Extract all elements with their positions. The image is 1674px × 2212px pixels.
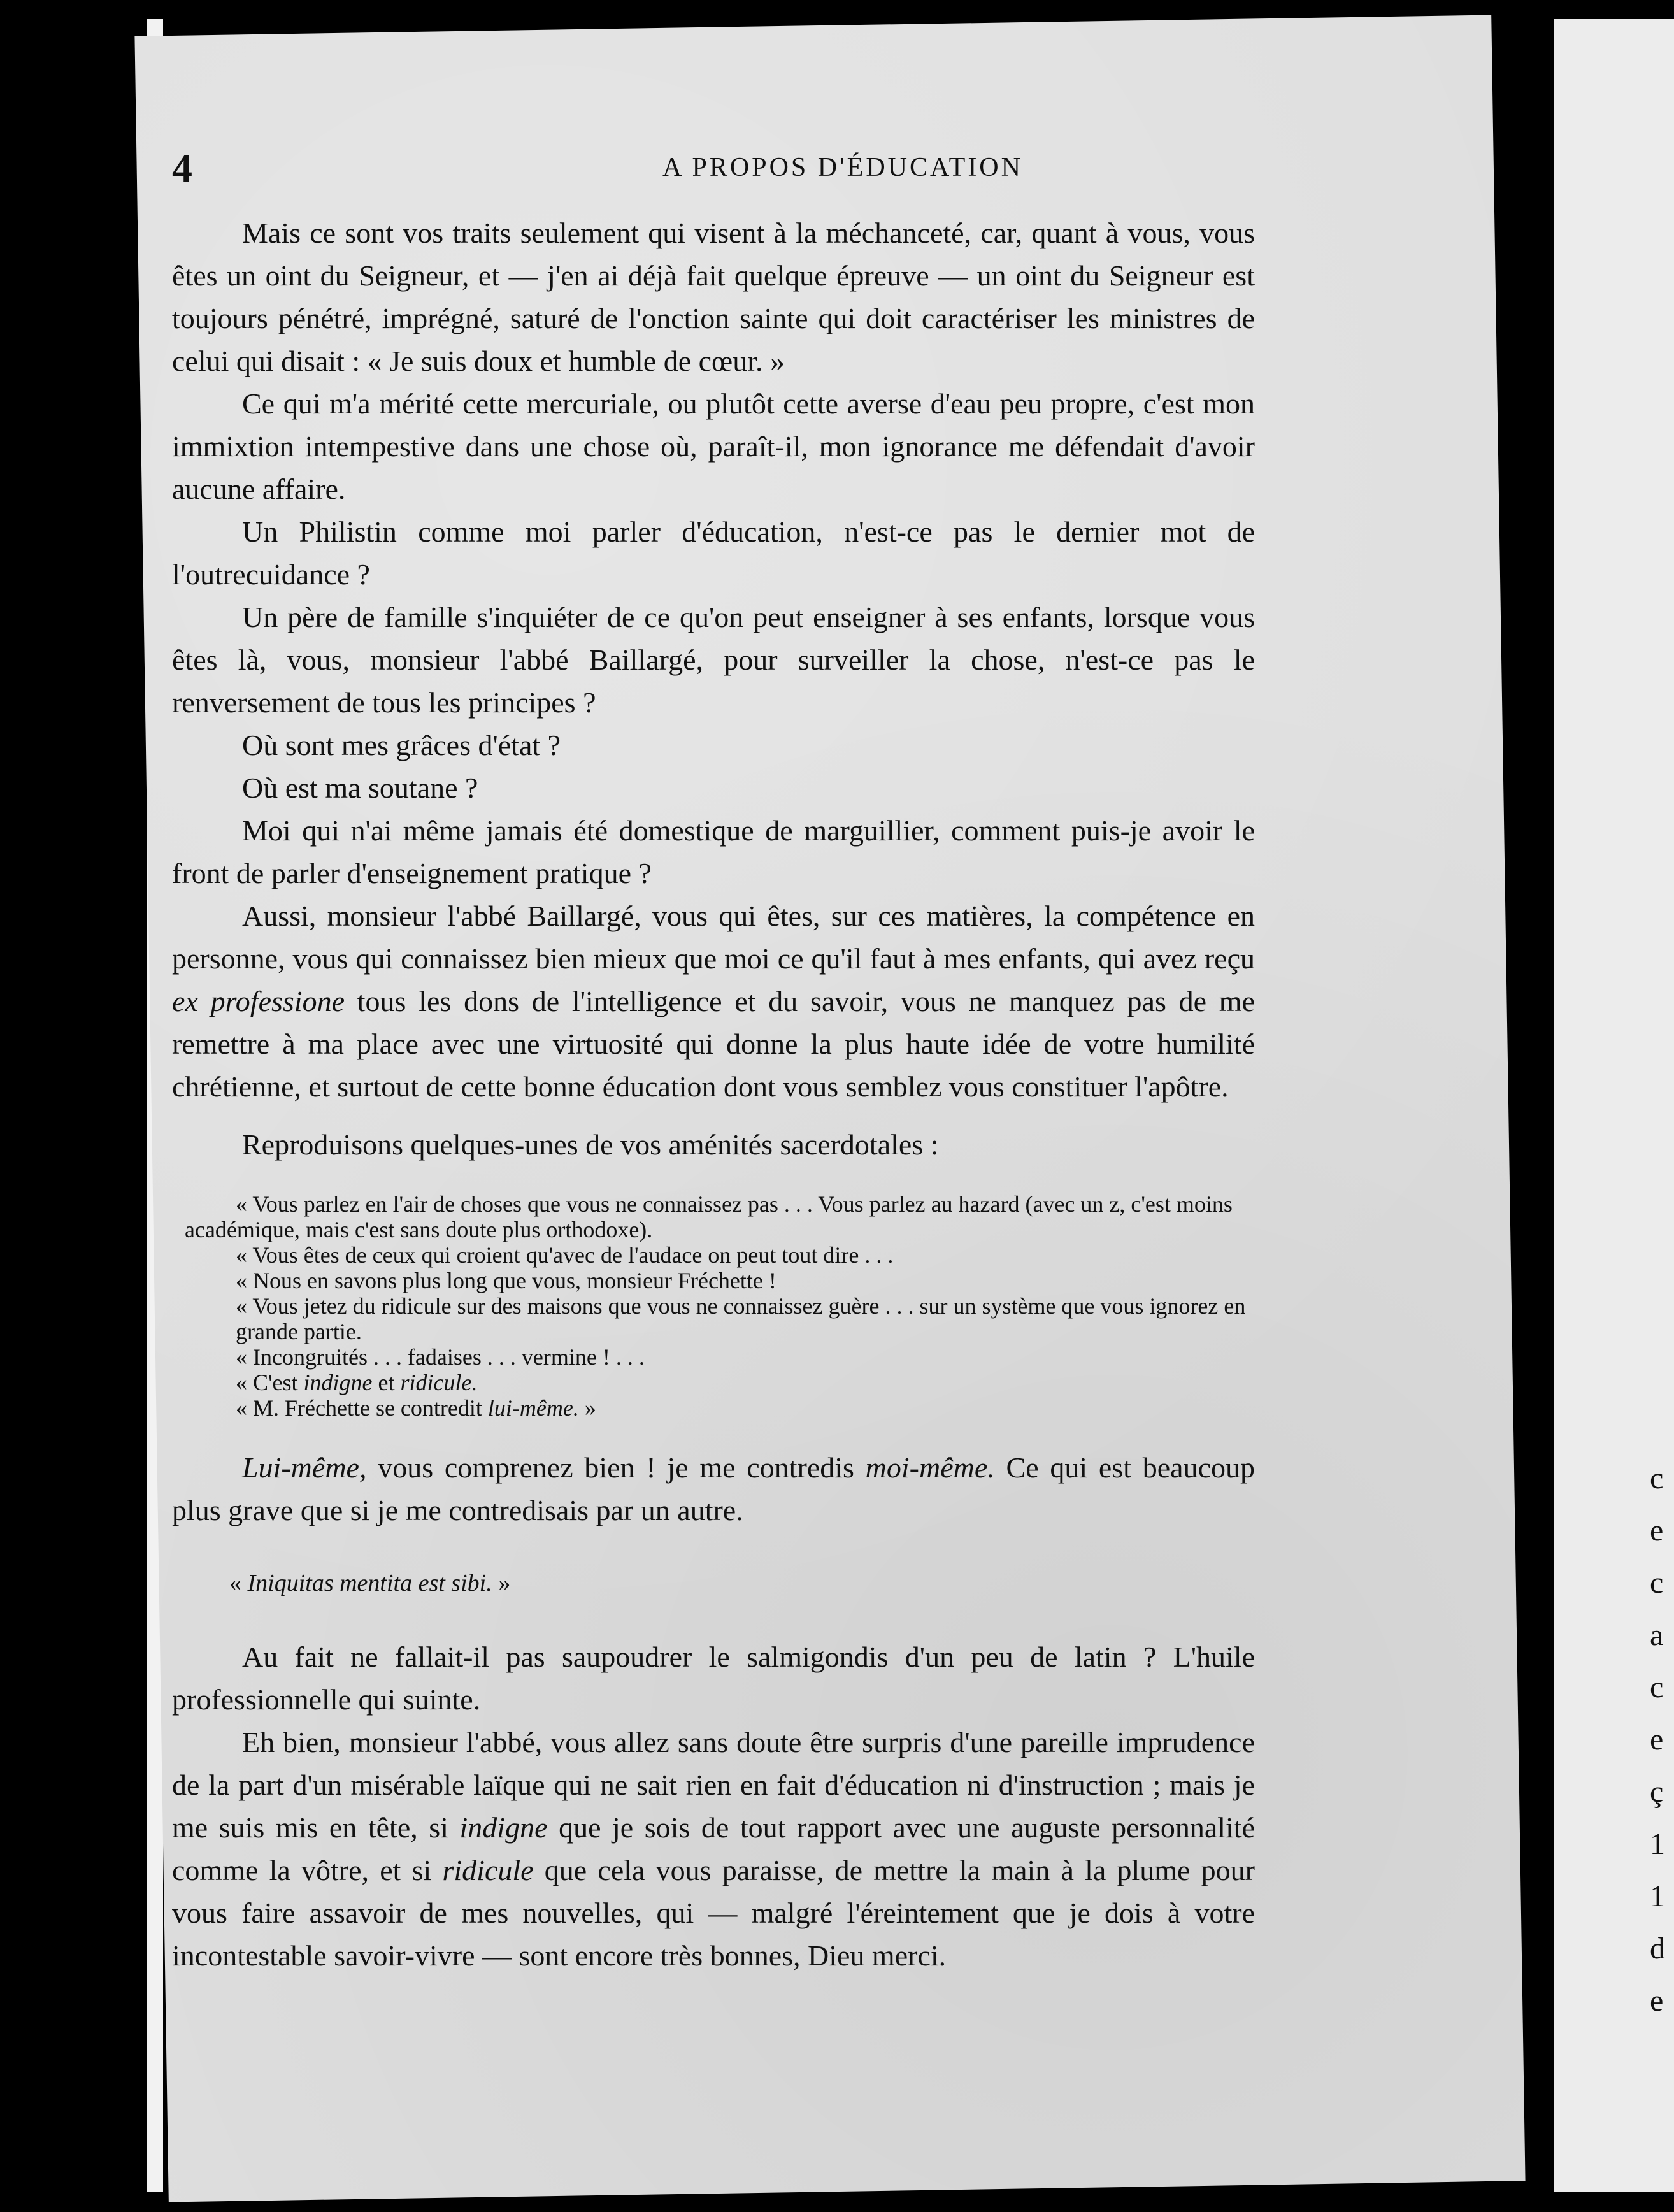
letter-fragment: d	[1650, 1932, 1665, 1965]
italic-phrase: ex professione	[172, 985, 345, 1017]
text-run: « M. Fréchette se contredit	[236, 1395, 488, 1421]
paragraph: Où sont mes grâces d'état ?	[242, 729, 561, 761]
text-run: que cela vous paraisse, de mettre la main à la plume pour vous faire assavoir de mes nouvelles, qui — malgré l'éreintement que je dois à votre incontestable savoir-vivre — sont encore très bonnes, Dieu merci.	[172, 1854, 1255, 1972]
paragraph: Un Philistin comme moi parler d'éducation, n'est-ce pas le dernier mot de l'outrecuidance ?	[172, 515, 1255, 591]
quote-mark: »	[492, 1570, 511, 1597]
italic-word: ridicule	[442, 1854, 534, 1886]
paragraph-intro-quotes: Reproduisons quelques-unes de vos aménités sacerdotales :	[242, 1128, 939, 1161]
italic-word: moi-même.	[865, 1451, 995, 1484]
text-run: Eh bien, monsieur l'abbé, vous allez sans doute être surpris d'une pareille imprudence de la part d'un misérable laïque qui ne sait rien en fait d'éducation ni d'instruction ; mais je me suis mis en tête, si	[172, 1726, 1255, 1844]
text-run: »	[578, 1395, 596, 1421]
quote-line: « Nous en savons plus long que vous, monsieur Fréchette !	[236, 1268, 776, 1293]
quote-line	[185, 1395, 1255, 1421]
next-page-letter-fragments	[1650, 1453, 1674, 2027]
quote-line: « Vous parlez en l'air de choses que vous ne connaissez pas . . . Vous parlez au hazard (avec un z, c'est moins académique, mais c'est sans doute plus orthodoxe).	[185, 1191, 1233, 1242]
letter-fragment: c	[1650, 1462, 1664, 1495]
letter-fragment: e	[1650, 1984, 1664, 2018]
paragraph: Ce qui m'a mérité cette mercuriale, ou plutôt cette averse d'eau peu propre, c'est mon immixtion intempestive dans une chose où, paraît-il, mon ignorance me défendait d'avoir aucune affaire.	[172, 387, 1255, 505]
paragraph-lui-meme	[172, 1446, 1255, 1532]
latin-quote	[172, 1562, 1255, 1605]
italic-word: indigne	[303, 1370, 373, 1395]
quote-line	[185, 1370, 1255, 1395]
italic-word: lui-même.	[487, 1395, 579, 1421]
quote-block	[172, 1191, 1255, 1421]
text-run: et	[372, 1370, 401, 1395]
text-run: Ce qui est beaucoup plus grave que si je me contredisais par un autre.	[172, 1451, 1255, 1526]
paragraph: Mais ce sont vos traits seulement qui visent à la méchanceté, car, quant à vous, vous êtes un oint du Seigneur, et — j'en ai déjà fait quelque épreuve — un oint du Seigneur est toujours pénétré, imprégné, saturé de l'onction sainte qui doit caractériser les ministres de celui qui disait : « Je suis doux et humble de cœur. »	[172, 217, 1255, 377]
page-header	[172, 147, 1255, 191]
letter-fragment: ç	[1650, 1775, 1664, 1809]
letter-fragment: c	[1650, 1566, 1664, 1600]
paragraph: Un père de famille s'inquiéter de ce qu'on peut enseigner à ses enfants, lorsque vous êtes là, vous, monsieur l'abbé Baillargé, pour surveiller la chose, n'est-ce pas le renversement de tous les principes ?	[172, 601, 1255, 719]
letter-fragment: e	[1650, 1514, 1664, 1548]
latin-text: Iniquitas mentita est sibi.	[247, 1570, 492, 1597]
letter-fragment: 1	[1650, 1827, 1665, 1861]
text-run: que je sois de tout rapport avec une auguste personnalité comme la vôtre, et si	[172, 1811, 1255, 1886]
paragraph: Moi qui n'ai même jamais été domestique de marguillier, comment puis-je avoir le front de parler d'enseignement pratique ?	[172, 814, 1255, 889]
letter-fragment: c	[1650, 1670, 1664, 1704]
text-run: Aussi, monsieur l'abbé Baillargé, vous qui êtes, sur ces matières, la compétence en personne, vous qui connaissez bien mieux que moi ce qu'il faut à mes enfants, qui avez reçu	[172, 900, 1255, 975]
quote-line: « Vous êtes de ceux qui croient qu'avec de l'audace on peut tout dire . . .	[236, 1242, 894, 1268]
paragraph: Où est ma soutane ?	[242, 772, 478, 804]
spacer	[172, 1108, 1255, 1123]
page-text	[172, 147, 1255, 1977]
running-head: A PROPOS D'ÉDUCATION	[662, 153, 1023, 182]
letter-fragment: a	[1650, 1618, 1664, 1652]
paragraph-salmigondis: Au fait ne fallait-il pas saupoudrer le salmigondis d'un peu de latin ? L'huile professionnelle qui suinte.	[172, 1641, 1255, 1716]
quote-mark: «	[229, 1570, 248, 1597]
page-number: 4	[172, 145, 192, 190]
text-run: vous comprenez bien ! je me contredis	[366, 1451, 866, 1484]
letter-fragment: e	[1650, 1723, 1664, 1756]
text-run: tous les dons de l'intelligence et du savoir, vous ne manquez pas de me remettre à ma place avec une virtuosité qui donne la plus haute idée de votre humilité chrétienne, et surtout de cette bonne éducation dont vous semblez vous constituer l'apôtre.	[172, 985, 1255, 1103]
italic-word: indigne	[459, 1811, 548, 1844]
italic-word: Lui-même,	[242, 1451, 367, 1484]
letter-fragment: 1	[1650, 1879, 1665, 1913]
paragraph-aussi	[172, 894, 1255, 1108]
quote-line: « Vous jetez du ridicule sur des maisons que vous ne connaissez guère . . . sur un système que vous ignorez en grande partie.	[236, 1293, 1246, 1344]
paragraph-final	[172, 1721, 1255, 1977]
text-run: « C'est	[236, 1370, 304, 1395]
quote-line: « Incongruités . . . fadaises . . . vermine ! . . .	[236, 1344, 645, 1370]
italic-word: ridicule.	[400, 1370, 478, 1395]
